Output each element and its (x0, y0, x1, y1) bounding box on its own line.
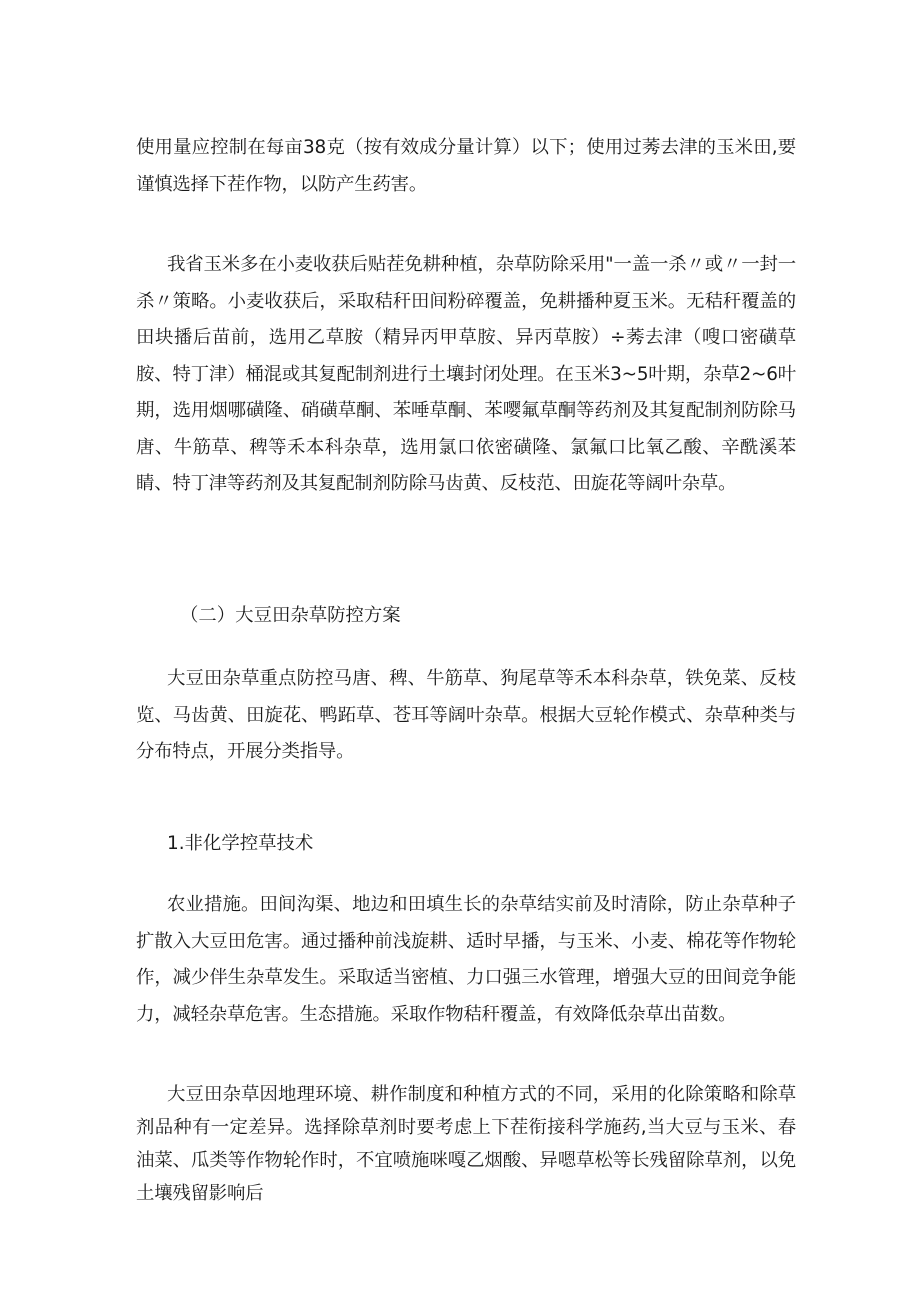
paragraph-agricultural-measures: 农业措施。田间沟渠、地边和田填生长的杂草结实前及时清除，防止杂草种子扩散入大豆田危害。通过播种前浅旋耕、适时早播，与玉米、小麦、棉花等作物轮作，减少伴生杂草发生。采取适当密植、力口强三水管理，增强大豆的田间竞争能力，减轻杂草危害。生态措施。采取作物秸秆覆盖，有效降低杂草出苗数。 (136, 894, 796, 1025)
paragraph-corn-weed-control: 我省玉米多在小麦收获后贴茬免耕种植，杂草防除采用"一盖一杀〃或〃一封一杀〃策略。小麦收获后，采取秸秆田间粉碎覆盖，免耕播种夏玉米。无秸秆覆盖的田块播后苗前，选用乙草胺（精异丙甲草胺、异丙草胺）÷莠去津（嗖口密磺草胺、特丁津）桶混或其复配制剂进行土壤封闭处理。在玉米3~5叶期，杂草2~6叶期，选用烟哪磺隆、硝磺草酮、苯唾草酮、苯嘤氟草酮等药剂及其复配制剂防除马唐、牛筋草、稗等禾本科杂草，选用氯口依密磺隆、氯氟口比氧乙酸、辛酰溪苯睛、特丁津等药剂及其复配制剂防除马齿黄、反枝范、田旋花等阔叶杂草。 (136, 254, 796, 494)
paragraph-herbicide-selection: 大豆田杂草因地理环境、耕作制度和种植方式的不同，采用的化除策略和除草剂品种有一定差异。选择除草剂时要考虑上下茬衔接科学施药,当大豆与玉米、春油菜、瓜类等作物轮作时，不宜喷施咪嘎乙烟酸、异嗯草松等长残留除草剂，以免土壤残留影响后 (136, 1084, 796, 1204)
paragraph-soybean-weeds: 大豆田杂草重点防控马唐、稗、牛筋草、狗尾草等禾本科杂草，铁免菜、反枝览、马齿黄、田旋花、鸭跖草、苍耳等阔叶杂草。根据大豆轮作模式、杂草种类与分布特点，开展分类指导。 (136, 668, 796, 762)
paragraph-dosage-warning: 使用量应控制在每亩38克（按有效成分量计算）以下；使用过莠去津的玉米田,要谨慎选择下茬作物，以防产生药害。 (136, 137, 796, 195)
subheading-non-chemical: 1.非化学控草技术 (167, 833, 314, 854)
section-heading-soybean: （二）大豆田杂草防控方案 (180, 605, 401, 626)
